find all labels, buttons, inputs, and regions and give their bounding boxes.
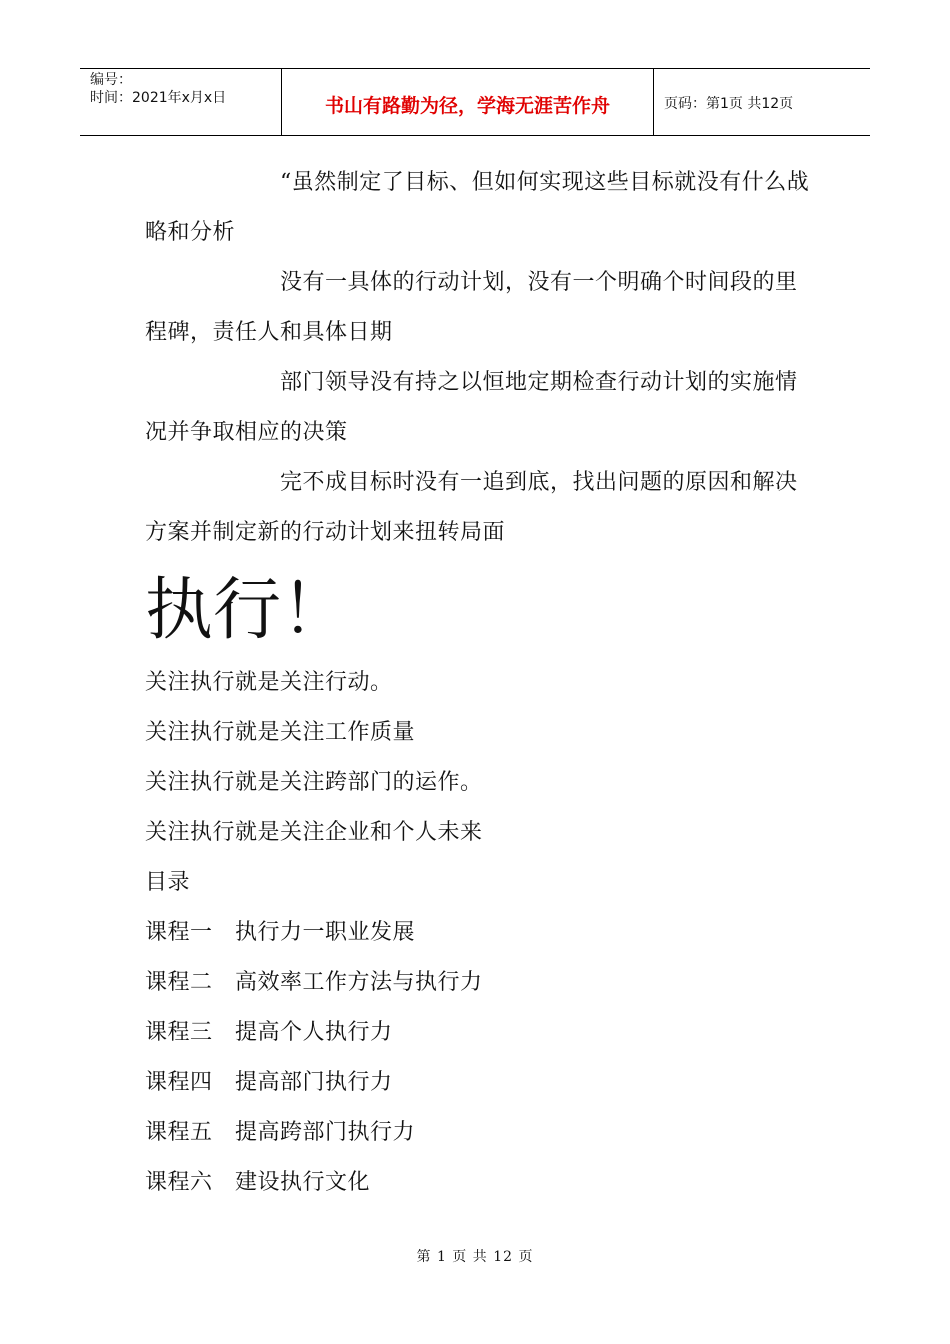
page-header <box>80 68 870 136</box>
focus-line-1: 关注执行就是关注行动。 <box>145 670 393 695</box>
header-meta-cell <box>80 69 282 135</box>
toc-item-label: 课程三 <box>145 1020 213 1045</box>
toc-item <box>145 968 483 998</box>
toc-item-title: 提高跨部门执行力 <box>235 1120 416 1145</box>
toc-item <box>145 1068 393 1098</box>
toc-item <box>145 1018 393 1048</box>
focus-line-3: 关注执行就是关注跨部门的运作。 <box>145 770 483 795</box>
paragraph-4 <box>145 458 825 558</box>
toc-item-label: 课程一 <box>145 920 213 945</box>
paragraph-first-line: “虽然制定了目标、但如何实现这些目标就没有什么战 <box>280 170 810 195</box>
toc-item-title: 高效率工作方法与执行力 <box>235 970 483 995</box>
document-date-label: 时间：2021年x月x日 <box>90 90 227 106</box>
paragraph-first-line: 完不成目标时没有一追到底，找出问题的原因和解决 <box>280 470 798 495</box>
toc-item-label: 课程四 <box>145 1070 213 1095</box>
paragraph-continuation: 略和分析 <box>145 220 236 245</box>
toc-item-label: 课程二 <box>145 970 213 995</box>
paragraph-3 <box>145 358 825 458</box>
toc-item-title: 建设执行文化 <box>235 1170 371 1195</box>
header-motto: 书山有路勤为径，学海无涯苦作舟 <box>282 69 654 135</box>
paragraph-continuation: 方案并制定新的行动计划来扭转局面 <box>145 520 506 545</box>
page-footer: 第 1 页 共 12 页 <box>416 1249 534 1265</box>
paragraph-continuation: 程碑，责任人和具体日期 <box>145 320 393 345</box>
toc-item-title: 提高个人执行力 <box>235 1020 393 1045</box>
toc-item-label: 课程五 <box>145 1120 213 1145</box>
toc-item <box>145 1118 415 1148</box>
header-page-info: 页码：第1页 共12页 <box>664 96 794 112</box>
toc-title: 目录 <box>145 870 191 895</box>
toc-item <box>145 918 415 948</box>
toc-item-title: 执行力一职业发展 <box>235 920 416 945</box>
paragraph-1 <box>145 158 825 258</box>
toc-item-label: 课程六 <box>145 1170 213 1195</box>
paragraph-continuation: 况并争取相应的决策 <box>145 420 348 445</box>
section-heading: 执行！ <box>145 571 350 650</box>
document-number-label: 编号： <box>90 72 132 88</box>
focus-line-4: 关注执行就是关注企业和个人未来 <box>145 820 483 845</box>
paragraph-2 <box>145 258 825 358</box>
toc-item <box>145 1168 370 1198</box>
paragraph-first-line: 没有一具体的行动计划，没有一个明确个时间段的里 <box>280 270 798 295</box>
focus-line-2: 关注执行就是关注工作质量 <box>145 720 416 745</box>
toc-item-title: 提高部门执行力 <box>235 1070 393 1095</box>
paragraph-first-line: 部门领导没有持之以恒地定期检查行动计划的实施情 <box>280 370 798 395</box>
